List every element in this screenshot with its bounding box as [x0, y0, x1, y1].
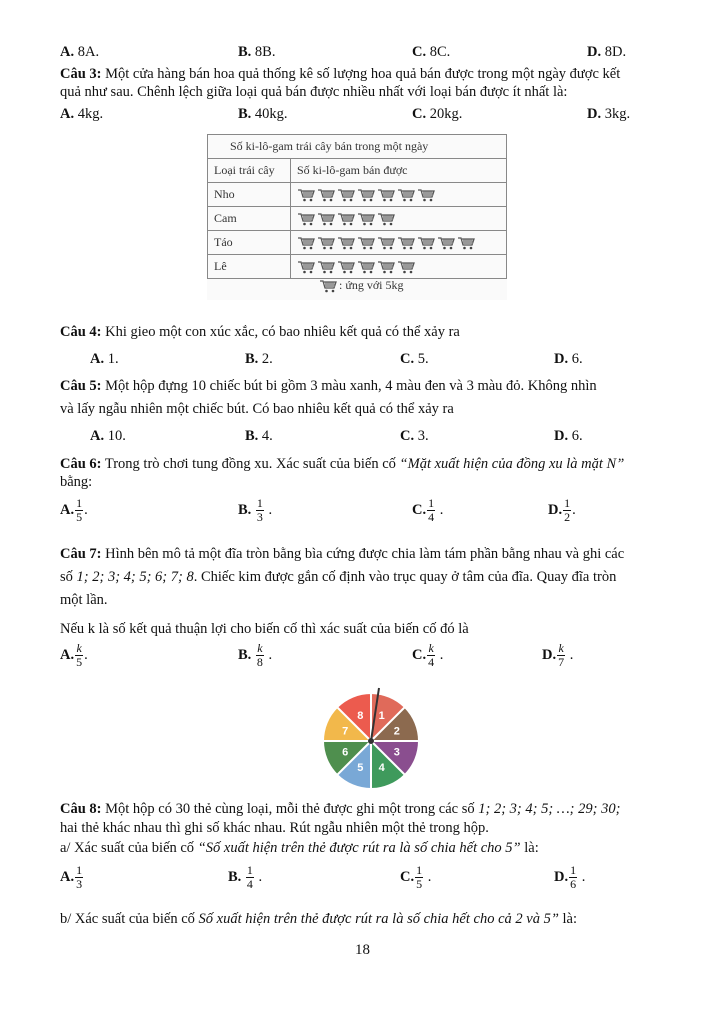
cart-icon — [317, 236, 335, 250]
q5-line1: Câu 5: Một hộp đựng 10 chiếc bút bi gồm 3 màu xanh, 4 màu đen và 3 màu đỏ. Không nhìn — [60, 378, 597, 394]
q8-b-line: b/ Xác suất của biến cố Số xuất hiện trên thẻ được rút ra là số chia hết cho cả 2 và 5” là: — [60, 911, 578, 927]
q7-option-b: B. $\frac{k}{8}$ . — [238, 641, 273, 669]
q7-line1: Câu 7: Hình bên mô tả một đĩa tròn bằng bìa cứng được chia làm tám phần bằng nhau và ghi các — [60, 546, 625, 562]
wheel-sector-label: 5 — [357, 761, 364, 774]
cart-icon — [377, 236, 395, 250]
fruit-name: Nho — [208, 183, 291, 207]
q4-option-d: D. 6. — [554, 351, 583, 367]
cart-row-tao — [291, 231, 507, 255]
q8-option-a: A. $\frac{1}{3}$ — [60, 863, 83, 891]
wheel-sector-label: 4 — [378, 761, 385, 774]
q7-line2: số 1; 2; 3; 4; 5; 6; 7; 8. Chiếc kim được gắn cố định vào trục quay ở tâm của đĩa. Quay đĩa tròn — [60, 569, 617, 585]
q8-option-c: C. $\frac{1}{5}$ . — [400, 863, 432, 891]
cart-icon — [337, 188, 355, 202]
q3-option-d: D. 3kg. — [587, 106, 631, 122]
q6-line2: bằng: — [60, 474, 93, 490]
option-c: C. 8C. — [412, 44, 451, 60]
q8-option-d: D. $\frac{1}{6}$ . — [554, 863, 586, 891]
fruit-name: Táo — [208, 231, 291, 255]
cart-icon — [377, 188, 395, 202]
cart-icon — [297, 260, 315, 274]
q3-option-b: B. 40kg. — [238, 106, 288, 122]
cart-row-cam — [291, 207, 507, 231]
cart-row-le — [291, 255, 507, 279]
q8-line2: hai thẻ khác nhau thì ghi số khác nhau. Rút ngẫu nhiên một thẻ trong hộp. — [60, 820, 489, 836]
q6-option-c: C. $\frac{1}{4}$ . — [412, 496, 444, 524]
cart-icon — [297, 236, 315, 250]
fruit-name: Lê — [208, 255, 291, 279]
wheel-sector-label: 6 — [342, 746, 349, 759]
pictograph-col1: Loại trái cây — [208, 159, 291, 183]
cart-icon — [357, 236, 375, 250]
q7-option-c: C. $\frac{k}{4}$ . — [412, 641, 444, 669]
cart-icon — [417, 188, 435, 202]
cart-icon — [297, 212, 315, 226]
q5-option-b: B. 4. — [245, 428, 273, 444]
cart-icon — [397, 236, 415, 250]
cart-icon — [319, 279, 337, 293]
q8-a-line: a/ Xác suất của biến cố “Số xuất hiện trên thẻ được rút ra là số chia hết cho 5” là: — [60, 840, 539, 856]
q5-option-a: A. 10. — [90, 428, 126, 444]
cart-icon — [337, 236, 355, 250]
q4-option-a: A. 1. — [90, 351, 119, 367]
q3-option-a: A. 4kg. — [60, 106, 104, 122]
cart-icon — [357, 188, 375, 202]
q7-option-a: A. $\frac{k}{5}$ . — [60, 641, 88, 669]
wheel-hub — [368, 738, 374, 744]
wheel-sector-label: 1 — [378, 710, 385, 723]
pictograph-legend: : ứng với 5kg — [319, 278, 404, 293]
q8-option-b: B. $\frac{1}{4}$ . — [228, 863, 263, 891]
cart-icon — [317, 260, 335, 274]
pictograph — [207, 134, 507, 300]
q7-option-d: D. $\frac{k}{7}$ . — [542, 641, 574, 669]
spinner-wheel — [318, 686, 424, 792]
q5-line2: và lấy ngẫu nhiên một chiếc bút. Có bao nhiêu kết quả có thể xảy ra — [60, 401, 454, 417]
cart-icon — [457, 236, 475, 250]
q4-option-b: B. 2. — [245, 351, 273, 367]
wheel-sector-label: 8 — [357, 710, 364, 723]
pictograph-title: Số ki-lô-gam trái cây bán trong một ngày — [208, 135, 507, 159]
fruit-name: Cam — [208, 207, 291, 231]
cart-icon — [337, 212, 355, 226]
q6-line1: Câu 6: Trong trò chơi tung đồng xu. Xác suất của biến cố “Mặt xuất hiện của đồng xu là mặt N” — [60, 456, 625, 472]
q6-option-d: D. $\frac{1}{2}$ . — [548, 496, 576, 524]
cart-icon — [337, 260, 355, 274]
cart-icon — [357, 212, 375, 226]
q4-option-c: C. 5. — [400, 351, 429, 367]
q6-option-b: B. $\frac{1}{3}$ . — [238, 496, 273, 524]
wheel-sector-label: 2 — [393, 725, 400, 738]
option-a: A. 8A. — [60, 44, 100, 60]
pictograph-col2: Số ki-lô-gam bán được — [291, 159, 507, 183]
cart-icon — [397, 260, 415, 274]
q7-line4: Nếu k là số kết quả thuận lợi cho biến cố thì xác suất của biến cố đó là — [60, 621, 469, 637]
cart-icon — [317, 188, 335, 202]
q3-line1: Câu 3: Một cửa hàng bán hoa quả thống kê số lượng hoa quả bán được trong một ngày được kết — [60, 66, 621, 82]
cart-icon — [377, 212, 395, 226]
option-b: B. 8B. — [238, 44, 276, 60]
q3-line2: quả như sau. Chênh lệch giữa loại quả bán được nhiều nhất với loại bán được ít nhất là: — [60, 84, 568, 100]
page-number: 18 — [355, 942, 370, 958]
q5-option-d: D. 6. — [554, 428, 583, 444]
q4-line: Câu 4: Khi gieo một con xúc xắc, có bao nhiêu kết quả có thể xảy ra — [60, 324, 460, 340]
q6-option-a: A. $\frac{1}{5}$ . — [60, 496, 88, 524]
wheel-sector-label: 7 — [342, 725, 349, 738]
cart-icon — [397, 188, 415, 202]
cart-icon — [377, 260, 395, 274]
cart-icon — [417, 236, 435, 250]
q3-option-c: C. 20kg. — [412, 106, 463, 122]
q5-option-c: C. 3. — [400, 428, 429, 444]
option-d: D. 8D. — [587, 44, 627, 60]
q8-line1: Câu 8: Một hộp có 30 thẻ cùng loại, mỗi thẻ được ghi một trong các số 1; 2; 3; 4; 5; …; 29; 30; — [60, 801, 621, 817]
cart-row-nho — [291, 183, 507, 207]
cart-icon — [357, 260, 375, 274]
wheel-sector-label: 3 — [393, 746, 400, 759]
cart-icon — [297, 188, 315, 202]
q7-line3: một lần. — [60, 592, 108, 608]
cart-icon — [317, 212, 335, 226]
cart-icon — [437, 236, 455, 250]
